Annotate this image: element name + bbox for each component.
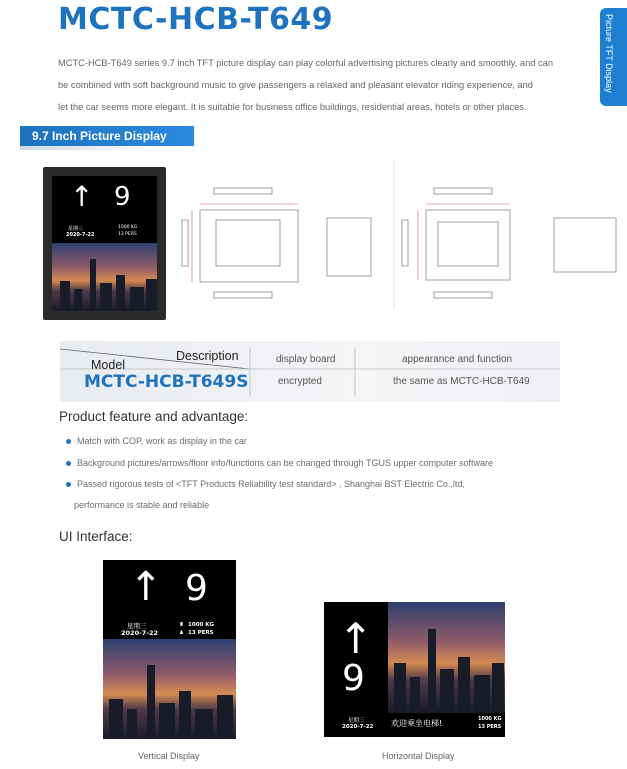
ui-interface-title: UI Interface:: [59, 529, 133, 544]
table-header-model: Model: [91, 358, 126, 372]
date-label: 2020-7-22: [66, 232, 95, 238]
person-icon: ♜: [179, 622, 184, 628]
bottom-view-drawing: [214, 292, 272, 298]
table-col2-header: display board: [276, 354, 336, 365]
horizontal-display: [324, 602, 505, 737]
date-label: 2020-7-22: [121, 629, 159, 637]
bullet-icon: [66, 461, 71, 466]
feature-item: Passed rigorous tests of <TFT Products Reliability test standard> , Shanghai BST Electric Co.,ltd,: [66, 479, 465, 489]
welcome-message: 欢迎乘坐电梯!: [391, 719, 443, 728]
intro-paragraph: [58, 52, 578, 118]
feature-item: Background pictures/arrows/floor info/functions can be changed through TGUS upper computer software: [66, 458, 493, 468]
caption-horizontal: Horizontal Display: [382, 751, 455, 761]
arrow-up-icon: ↑: [70, 180, 94, 213]
pers-label: 13 PERS: [188, 630, 214, 636]
feature-item-continuation: performance is stable and reliable: [74, 500, 210, 510]
caption-vertical: Vertical Display: [138, 751, 200, 761]
side-view-drawing: [402, 220, 408, 266]
weekday-label: 星期三: [127, 622, 147, 630]
floor-number: 9: [185, 568, 208, 609]
intro-line: let the car seems more elegant. It is suitable for business office buildings, residential areas, hotels or other places.: [58, 102, 527, 112]
floor-number: 9: [114, 182, 131, 212]
date-label: 2020-7-22: [342, 724, 374, 730]
technical-drawings: [172, 160, 627, 310]
side-view-drawing: [182, 220, 188, 266]
section-heading: 9.7 Inch Picture Display: [20, 126, 194, 146]
back-view-drawing: [554, 218, 616, 272]
city-image: [52, 243, 157, 311]
side-tab-label: Picture TFT Display: [604, 14, 614, 93]
city-image: [103, 639, 236, 739]
product-photo: [43, 167, 166, 320]
weekday-label: 星期三: [68, 226, 84, 232]
table-col3-header: appearance and function: [402, 354, 513, 365]
load-label: 1000 KG: [118, 225, 138, 230]
side-tab: [600, 8, 627, 106]
pers-label: 13 PERS: [118, 232, 137, 237]
weekday-label: 星期三: [348, 718, 365, 724]
back-view-drawing: [327, 218, 371, 276]
table-model-value: MCTC-HCB-T649S: [84, 372, 249, 392]
person-icon: ♟: [179, 630, 184, 636]
vertical-display: [103, 560, 236, 739]
bullet-icon: [66, 439, 71, 444]
top-view-drawing: [434, 188, 492, 194]
load-label: 1000 KG: [188, 622, 214, 628]
section-underline: [20, 146, 160, 150]
bottom-view-drawing: [434, 292, 492, 298]
table-col2-value: encrypted: [278, 376, 322, 387]
table-col3-value: the same as MCTC-HCB-T649: [393, 376, 530, 387]
pers-label: 13 PERS: [478, 724, 502, 730]
feature-item: Match with COP, work as display in the car: [66, 436, 247, 446]
features-title: Product feature and advantage:: [59, 409, 249, 424]
load-label: 1000 KG: [478, 716, 502, 722]
device-screen: [52, 176, 157, 311]
top-view-drawing: [214, 188, 272, 194]
bullet-icon: [66, 482, 71, 487]
front-view-drawing: [426, 210, 510, 280]
table-header-description: Description: [176, 349, 239, 363]
front-view-drawing: [200, 210, 298, 282]
arrow-up-icon: ↑: [129, 564, 163, 610]
intro-line: be combined with soft background music to give passengers a relaxed and pleasant elevator riding experience, and: [58, 80, 533, 90]
floor-number: 9: [342, 658, 365, 699]
intro-line: MCTC-HCB-T649 series 9.7 inch TFT picture display can play colorful advertising pictures clearly and smoothly, and can: [58, 58, 554, 68]
arrow-up-icon: ↑: [338, 614, 374, 663]
page-title: MCTC-HCB-T649: [58, 2, 334, 37]
city-image: [388, 602, 505, 713]
